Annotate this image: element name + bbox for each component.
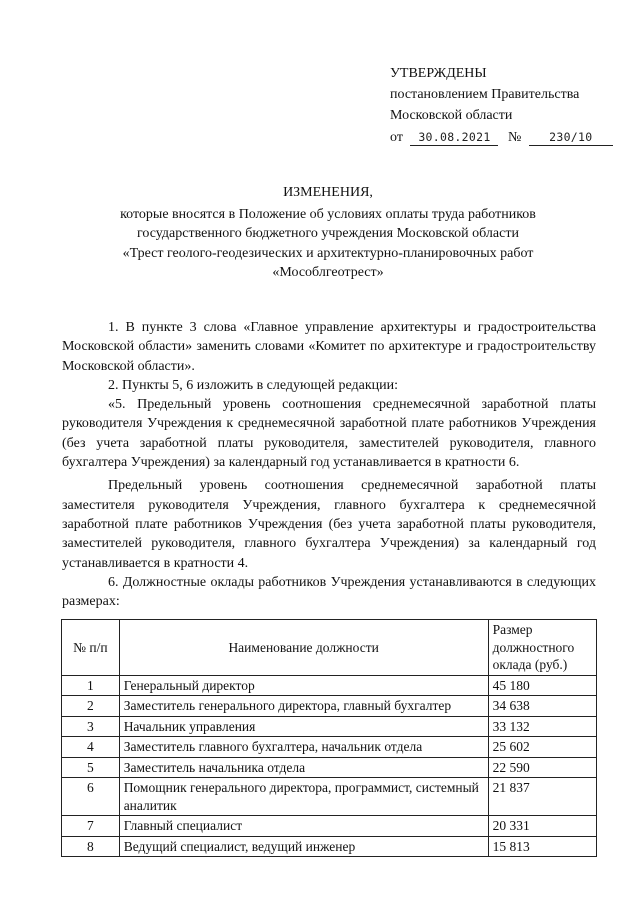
row-number: 2 (62, 696, 120, 717)
date-prefix: от (390, 130, 403, 145)
document-body (62, 318, 596, 611)
row-number: 1 (62, 675, 120, 696)
row-salary: 15 813 (488, 836, 596, 857)
row-position: Заместитель начальника отдела (119, 757, 488, 778)
table-row (62, 816, 597, 837)
paragraph-1: 1. В пункте 3 слова «Главное управление архитектуры и градостроительства Московской области» заменить словами «Комитет по архитектуре и градостроительству Московской области». (62, 320, 596, 374)
table-row (62, 716, 597, 737)
row-salary: 20 331 (488, 816, 596, 837)
row-number: 4 (62, 737, 120, 758)
approval-status: УТВЕРЖДЕНЫ (390, 66, 487, 81)
approval-date: 30.08.2021 (410, 129, 498, 146)
table-row (62, 675, 597, 696)
row-number: 6 (62, 778, 120, 816)
row-position: Ведущий специалист, ведущий инженер (119, 836, 488, 857)
title-line-2: государственного бюджетного учреждения Московской области (137, 226, 519, 241)
title-line-1: которые вносятся в Положение об условиях оплаты труда работников (120, 206, 536, 222)
salary-table (61, 619, 597, 857)
row-position: Заместитель генерального директора, главный бухгалтер (119, 696, 488, 717)
table-header-row (62, 620, 597, 676)
table-row (62, 836, 597, 857)
approval-block (390, 63, 620, 148)
row-salary: 21 837 (488, 778, 596, 816)
row-position: Генеральный директор (119, 675, 488, 696)
table-row (62, 778, 597, 816)
title-line-4: «Мособлгеотрест» (272, 265, 384, 280)
row-position: Заместитель главного бухгалтера, начальник отдела (119, 737, 488, 758)
row-number: 3 (62, 716, 120, 737)
table-row (62, 757, 597, 778)
paragraph-3: «5. Предельный уровень соотношения среднемесячной заработной платы руководителя Учреждения к среднемесячной заработной плате работников Учреждения (без учета заработной платы руководителя, заместителей руководителя, главного бухгалтера Учреждения) за календарный год устанавливается в кратности 6. (62, 397, 596, 471)
table-row (62, 696, 597, 717)
row-position: Помощник генерального директора, программист, системный аналитик (119, 778, 488, 816)
header-salary: Размер должностного оклада (руб.) (488, 620, 596, 676)
row-position: Главный специалист (119, 816, 488, 837)
approval-line-2: Московской области (390, 108, 513, 123)
header-position: Наименование должности (119, 620, 488, 676)
approval-line-1: постановлением Правительства (390, 87, 580, 102)
row-number: 5 (62, 757, 120, 778)
row-position: Начальник управления (119, 716, 488, 737)
header-number: № п/п (62, 620, 120, 676)
document-title (60, 183, 596, 283)
approval-number: 230/10 (529, 129, 613, 146)
paragraph-2: 2. Пункты 5, 6 изложить в следующей редакции: (108, 377, 399, 393)
paragraph-4: Предельный уровень соотношения среднемесячной заработной платы заместителя руководителя Учреждения, главного бухгалтера к среднемесячной заработной плате работников Учреждения (без учета заработной платы руководителя, заместителей руководителя, главного бухгалтера Учреждения) за календарный год устанавливается в кратности 4. (62, 478, 596, 571)
row-salary: 34 638 (488, 696, 596, 717)
paragraph-5: 6. Должностные оклады работников Учреждения устанавливаются в следующих размерах: (62, 574, 596, 610)
row-salary: 25 602 (488, 737, 596, 758)
table-row (62, 737, 597, 758)
row-salary: 45 180 (488, 675, 596, 696)
title-line-3: «Трест геолого-геодезических и архитектурно-планировочных работ (122, 245, 534, 261)
row-salary: 33 132 (488, 716, 596, 737)
title-heading: ИЗМЕНЕНИЯ, (283, 185, 373, 200)
row-number: 7 (62, 816, 120, 837)
row-number: 8 (62, 836, 120, 857)
row-salary: 22 590 (488, 757, 596, 778)
number-sign: № (507, 130, 522, 145)
approval-date-row (390, 127, 620, 148)
